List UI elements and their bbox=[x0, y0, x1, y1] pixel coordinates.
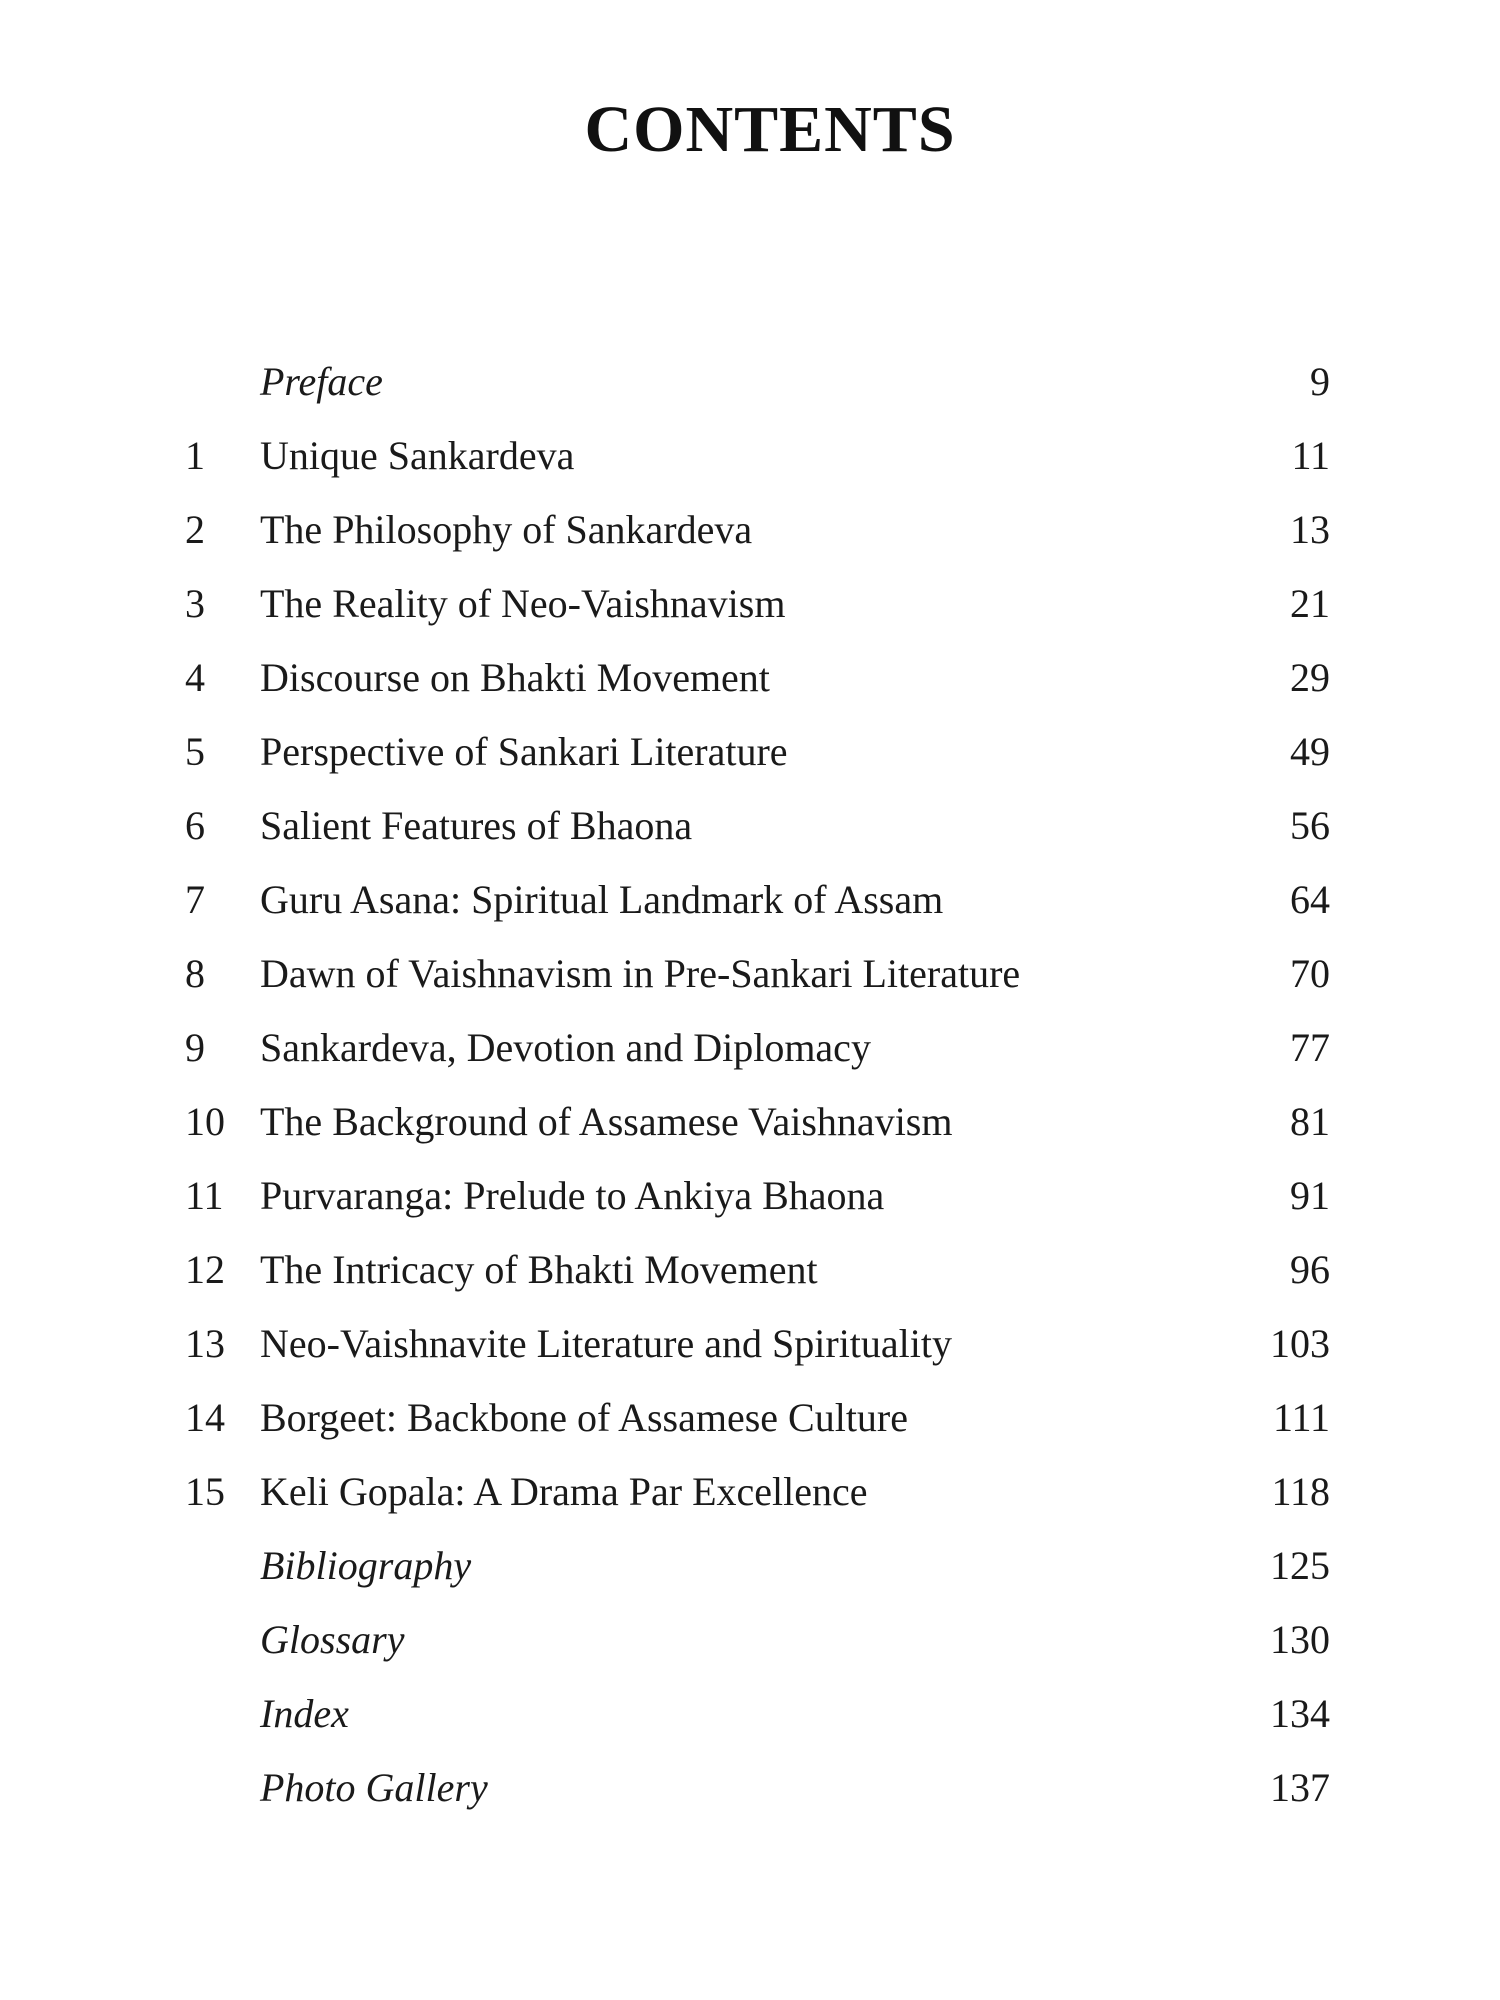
toc-entry-page: 9 bbox=[1310, 359, 1330, 404]
toc-entry bbox=[0, 641, 1500, 715]
toc-entry-title: Neo-Vaishnavite Literature and Spirituality bbox=[260, 1321, 953, 1366]
toc-entry-number: 11 bbox=[185, 1173, 224, 1218]
toc-entry bbox=[0, 1307, 1500, 1381]
toc-entry bbox=[0, 715, 1500, 789]
toc-entry-number: 10 bbox=[185, 1099, 225, 1144]
toc-entry bbox=[0, 937, 1500, 1011]
toc-entry bbox=[0, 567, 1500, 641]
toc-entry-number: 3 bbox=[185, 581, 205, 626]
page-title: CONTENTS bbox=[584, 93, 956, 166]
toc-entry-page: 103 bbox=[1270, 1321, 1330, 1366]
toc-entry bbox=[0, 1381, 1500, 1455]
toc-entry-title: Bibliography bbox=[260, 1543, 472, 1588]
toc-entry bbox=[0, 493, 1500, 567]
toc-entry bbox=[0, 1603, 1500, 1677]
toc-entry-number: 1 bbox=[185, 433, 205, 478]
toc-entry-title: Dawn of Vaishnavism in Pre-Sankari Literature bbox=[260, 951, 1021, 996]
toc-entry-title: Glossary bbox=[260, 1617, 405, 1662]
toc-entry-number: 7 bbox=[185, 877, 205, 922]
toc-entry-page: 118 bbox=[1271, 1469, 1330, 1514]
toc-entry bbox=[0, 1011, 1500, 1085]
toc-entry-title: Guru Asana: Spiritual Landmark of Assam bbox=[260, 877, 944, 922]
toc-entry bbox=[0, 863, 1500, 937]
toc-entry-title: Preface bbox=[260, 359, 383, 404]
toc-entry-title: Index bbox=[260, 1691, 349, 1736]
toc-entry bbox=[0, 789, 1500, 863]
toc-entry-number: 9 bbox=[185, 1025, 205, 1070]
toc-entry-title: Perspective of Sankari Literature bbox=[260, 729, 788, 774]
toc-entry-number: 13 bbox=[185, 1321, 225, 1366]
toc-entry-number: 14 bbox=[185, 1395, 225, 1440]
toc-entry-page: 96 bbox=[1290, 1247, 1330, 1292]
toc-entry-page: 11 bbox=[1291, 433, 1330, 478]
toc-entry bbox=[0, 1159, 1500, 1233]
toc-entry-number: 12 bbox=[185, 1247, 225, 1292]
toc-entry bbox=[0, 1751, 1500, 1825]
toc-entry-page: 77 bbox=[1290, 1025, 1330, 1070]
toc-entry-title: The Philosophy of Sankardeva bbox=[260, 507, 753, 552]
toc-entry-title: The Reality of Neo-Vaishnavism bbox=[260, 581, 786, 626]
toc-entry bbox=[0, 1529, 1500, 1603]
toc-entry-page: 21 bbox=[1290, 581, 1330, 626]
toc-entry-page: 13 bbox=[1290, 507, 1330, 552]
toc-entry-title: Salient Features of Bhaona bbox=[260, 803, 693, 848]
toc-entry-page: 29 bbox=[1290, 655, 1330, 700]
toc-entry bbox=[0, 1085, 1500, 1159]
toc-entry-title: Unique Sankardeva bbox=[260, 433, 575, 478]
toc-entry-page: 64 bbox=[1290, 877, 1330, 922]
toc-entry-page: 134 bbox=[1270, 1691, 1330, 1736]
toc-entry-title: Photo Gallery bbox=[260, 1765, 488, 1810]
toc-entry-title: Sankardeva, Devotion and Diplomacy bbox=[260, 1025, 871, 1070]
toc-entry bbox=[0, 345, 1500, 419]
toc-entry bbox=[0, 1455, 1500, 1529]
toc-entry bbox=[0, 1233, 1500, 1307]
toc-entry-number: 6 bbox=[185, 803, 205, 848]
toc-entry-title: Keli Gopala: A Drama Par Excellence bbox=[260, 1469, 868, 1514]
toc-entry-page: 137 bbox=[1270, 1765, 1330, 1810]
toc-entry-title: The Intricacy of Bhakti Movement bbox=[260, 1247, 818, 1292]
toc-entry-page: 81 bbox=[1290, 1099, 1330, 1144]
toc-entry-page: 49 bbox=[1290, 729, 1330, 774]
table-of-contents bbox=[0, 345, 1500, 1825]
toc-entry-title: Discourse on Bhakti Movement bbox=[260, 655, 770, 700]
toc-entry-title: Purvaranga: Prelude to Ankiya Bhaona bbox=[260, 1173, 885, 1218]
toc-entry-number: 15 bbox=[185, 1469, 225, 1514]
toc-entry bbox=[0, 1677, 1500, 1751]
toc-entry-number: 8 bbox=[185, 951, 205, 996]
toc-entry-number: 2 bbox=[185, 507, 205, 552]
toc-entry-page: 91 bbox=[1290, 1173, 1330, 1218]
toc-entry bbox=[0, 419, 1500, 493]
toc-entry-page: 56 bbox=[1290, 803, 1330, 848]
toc-entry-page: 70 bbox=[1290, 951, 1330, 996]
toc-entry-title: Borgeet: Backbone of Assamese Culture bbox=[260, 1395, 909, 1440]
toc-entry-number: 5 bbox=[185, 729, 205, 774]
toc-entry-page: 130 bbox=[1270, 1617, 1330, 1662]
toc-entry-page: 111 bbox=[1272, 1395, 1330, 1440]
toc-entry-title: The Background of Assamese Vaishnavism bbox=[260, 1099, 953, 1144]
toc-entry-page: 125 bbox=[1270, 1543, 1330, 1588]
toc-entry-number: 4 bbox=[185, 655, 205, 700]
